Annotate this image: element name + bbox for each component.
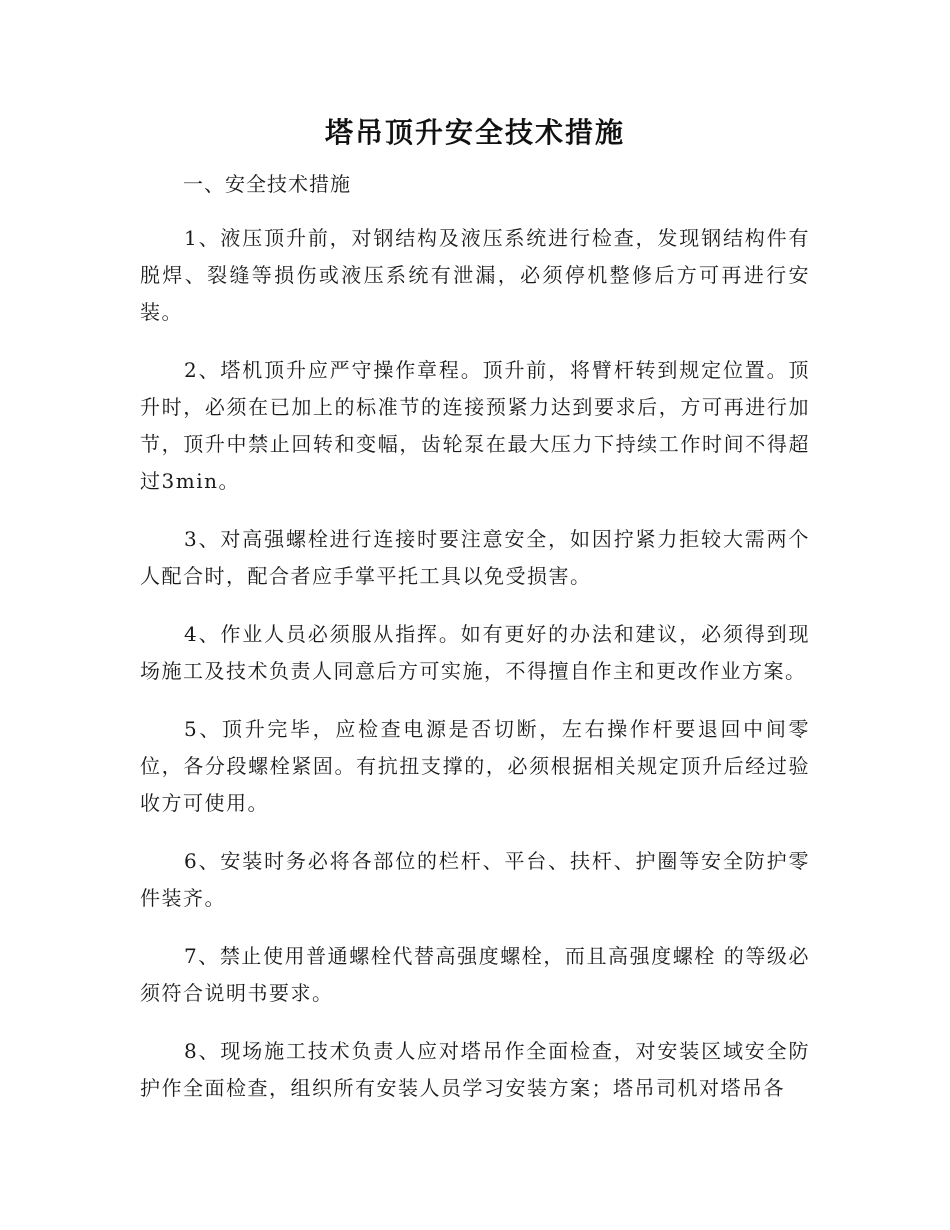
document-body xyxy=(140,220,810,1128)
section-heading: 一、安全技术措施 xyxy=(183,172,351,196)
paragraph-8: 8、现场施工技术负责人应对塔吊作全面检查，对安装区域安全防护作全面检查，组织所有安装人员学习安装方案；塔吊司机对塔吊各 xyxy=(140,1039,810,1100)
paragraph-2: 2、塔机顶升应严守操作章程。顶升前，将臂杆转到规定位置。顶升时，必须在已加上的标准节的连接预紧力达到要求后，方可再进行加节，顶升中禁止回转和变幅，齿轮泵在最大压力下持续工作时间不得超过3min。 xyxy=(140,358,810,493)
paragraph-7: 7、禁止使用普通螺栓代替高强度螺栓，而且高强度螺栓 的等级必须符合说明书要求。 xyxy=(140,944,810,1005)
paragraph-1: 1、液压顶升前，对钢结构及液压系统进行检查，发现钢结构件有脱焊、裂缝等损伤或液压系统有泄漏，必须停机整修后方可再进行安装。 xyxy=(140,226,810,324)
paragraph-3: 3、对高强螺栓进行连接时要注意安全，如因拧紧力拒较大需两个人配合时，配合者应手掌平托工具以免受损害。 xyxy=(140,527,810,588)
paragraph-4: 4、作业人员必须服从指挥。如有更好的办法和建议，必须得到现场施工及技术负责人同意后方可实施，不得擅自作主和更改作业方案。 xyxy=(140,622,810,683)
paragraph-5: 5、顶升完毕，应检查电源是否切断，左右操作杆要退回中间零位，各分段螺栓紧固。有抗扭支撑的，必须根据相关规定顶升后经过验收方可使用。 xyxy=(140,717,810,815)
page-title: 塔吊顶升安全技术措施 xyxy=(324,116,625,149)
paragraph-6: 6、安装时务必将各部位的栏杆、平台、扶杆、护圈等安全防护零件装齐。 xyxy=(140,849,810,910)
